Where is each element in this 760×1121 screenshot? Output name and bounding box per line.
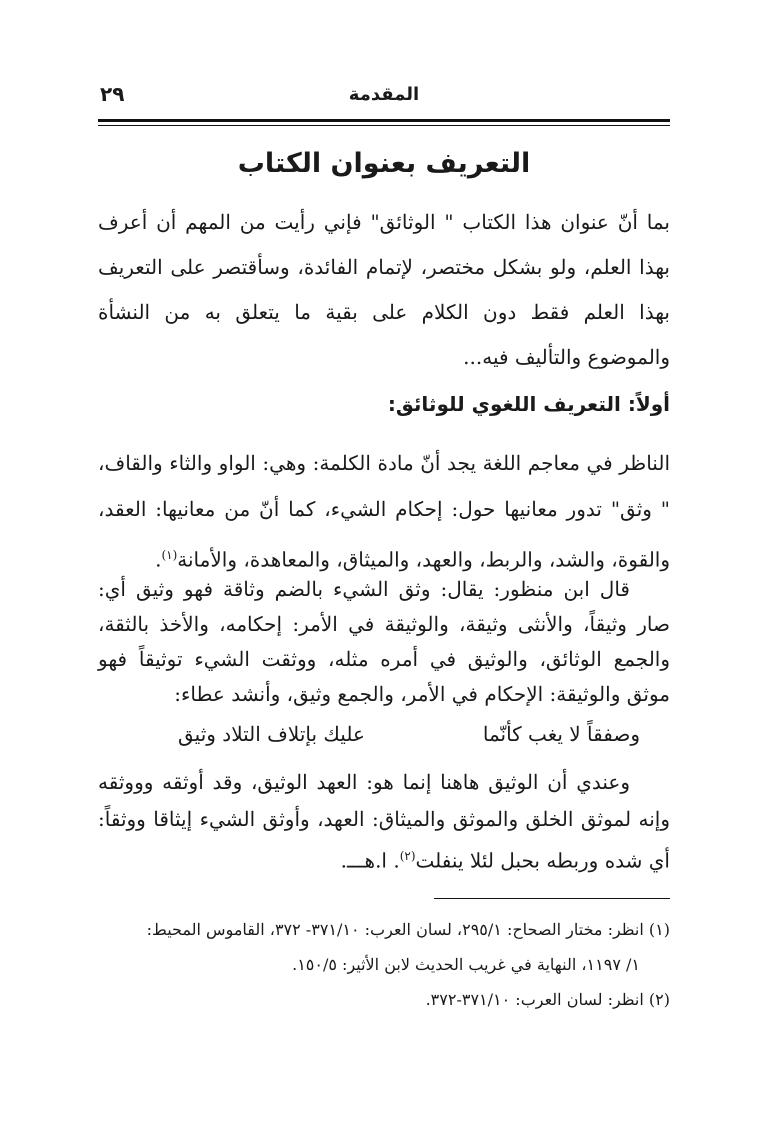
intro-paragraph [98,200,670,380]
footnote-2 [98,982,670,1017]
section-heading: التعريف بعنوان الكتاب [237,148,531,179]
definition-paragraph [98,440,670,583]
subheading-linguistic-definition: أولاً: التعريف اللغوي للوثائق: [387,392,670,416]
header-rule-thick [98,119,670,122]
page-number: ٢٩ [100,82,125,106]
footnote-ref-1[interactable]: (١) [161,548,178,562]
footnote-2-text: انظر: لسان العرب: ٣٧١/١٠-٣٧٢. [425,990,644,1009]
footnote-1 [98,912,670,947]
verse-second-hemistich: عليك بإتلاف التلاد وثيق [178,722,365,746]
intro-text: بما أنّ عنوان هذا الكتاب " الوثائق" فإني رأيت من المهم أن أعرف بهذا العلم، ولو بشكل مختصر، لإتمام الفائدة، وسأقتصر على التعريف بهذا العلم فقط دون الكلام على بقية ما يتعلق به من النشأة والموضوع والتأليف فيه... [98,210,670,369]
definition-text: الناظر في معاجم اللغة يجد أنّ مادة الكلمة: وهي: الواو والثاء والقاف، " وثق" تدور معانيها حول: إحكام الشيء، كما أنّ من معانيها: العقد، والقوة، والشد، والربط، والعهد، والميثاق، والمعاهدة، والأمانة [98,451,670,572]
footnotes [98,912,670,1017]
verse-line [98,722,670,758]
footnote-1-marker: (١) [648,920,670,939]
definition-end: . [155,547,162,572]
footnote-separator [434,898,670,899]
footnote-2-marker: (٢) [648,990,670,1009]
running-head [98,84,670,114]
closing-text: وعندي أن الوثيق هاهنا إنما هو: العهد الوثيق، وقد أوثقه وووثقه وإنه لموثق الخلق والموثق والميثاق: العهد، وأوثق الشيء إيثاقا ووثقاً: أي شده وربطه بحبل لئلا ينفلت [98,770,670,873]
quote-paragraph [98,572,670,712]
verse-first-hemistich: وصفقاً لا يغب كأنّما [482,722,640,746]
header-rule-thin [98,125,670,126]
footnote-ref-2[interactable]: (٢) [399,849,416,863]
quote-text: قال ابن منظور: يقال: وثق الشيء بالضم وثاقة فهو وثيق أي: صار وثيقاً، والأنثى وثيقة، والوثيقة في الأمر: إحكامه، والأخذ بالثقة، والجمع الوثائق، والوثيق في أمره مثله، ووثقت الشيء توثيقاً فهو موثق والوثيقة: الإحكام في الأمر، والجمع وثيق، وأنشد عطاء: [98,577,670,706]
running-title: المقدمة [348,84,420,105]
closing-paragraph [98,764,670,880]
footnote-1-continuation: ١/ ١١٩٧، النهاية في غريب الحديث لابن الأثير: ١٥٠/٥. [292,955,640,974]
footnote-1-text: انظر: مختار الصحاح: ٢٩٥/١، لسان العرب: ٣٧١/١٠- ٣٧٢، القاموس المحيط: [146,920,644,939]
closing-end: . ا.هـــ. [340,848,400,873]
